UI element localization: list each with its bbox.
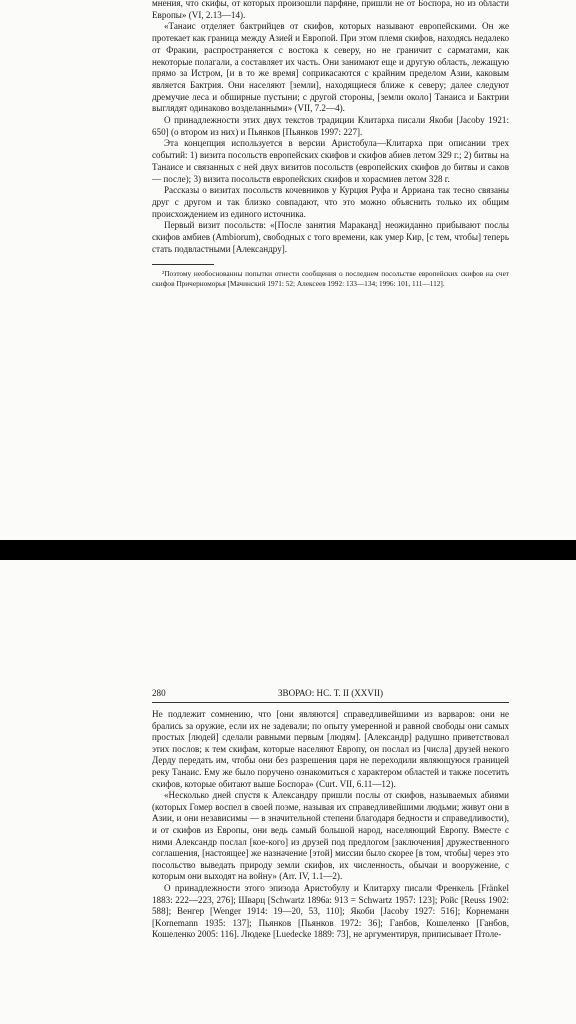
paragraph-attribution: О принадлежности этого эпизода Аристобулу и Клитарху писали Френкель [Fränkel 1883: 222—223, 276]; Шварц [Schwartz 1896a: 913 = Schwartz 1957: 123]; Ройс [Reuss 1902: 588]; Венгер [Wenger 1914: 19—20, 53, 110]; Якоби [Jacoby 1927: 516]; Корнеманн [Kornemann 1935: 137]; Пьянков [Пьянков 1972: 36]; Ганбов, Кошеленко [Ганбов, Кошеленко 2005: 116]. Людеке [Luedecke 1889: 73], не аргументируя, приписывает Птоле- (152, 882, 509, 940)
page-divider (0, 540, 576, 560)
paragraph-tanais-quote: «Танаис отделяет бактрийцев от скифов, которых называют европейскими. Он же протекает как граница между Азией и Европой. При этом племя скифов, находясь недалеко от Фракии, распространяется с востока к северу, но не граничит с сарматами, как некоторые полагали, а составляет их часть. Они занимают еще и другую область, лежащую прямо за Истром, [и в то же время] соприкасаются с крайним пределом Азии, каковым является Бактрия. Они населяют [земли], находящиеся ближе к северу; далее следуют дремучие леса и обширные пустыни; с другой стороны, [земли около] Танаиса и Бактрии выглядят одинаково возделанными» (VII, 7.2—4). (152, 21, 509, 114)
upper-text-column (152, 0, 509, 288)
lower-text-column (152, 688, 509, 941)
paragraph-continuation: мнения, что скифы, от которых произошли парфяне, пришли не от Боспора, но из области Европы» (VI, 2.13—14). (152, 0, 509, 20)
footnote-rule (152, 264, 214, 265)
paragraph-arrian-quote: «Несколько дней спустя к Александру пришли послы от скифов, называемых абиями (которых Гомер воспел в своей поэме, называя их справедливейшими людьми; живут они в Азии, и они независимы — в значительной степени благодаря бедности и справедливости), и от скифов из Европы, они ведь самый большой народ, населяющий Европу. Вместе с ними Александр послал [кое-кого] из друзей под предлогом [заключения] дружественного соглашения, [настоящее] же назначение [этой] миссии было скорее [в том, чтобы] через это посольство выведать природу земли скифов, их численность, обычаи и вооружение, с которым они выходят на войну» (Arr. IV, 1.1—2). (152, 790, 509, 882)
paragraph-concept: Эта концепция используется в версии Аристобула—Клитарха при описании трех событий: 1) визита посольств европейских скифов и скифов абиев летом 329 г.; 2) битвы на Танаисе и связанных с ней двух визитов посольств (европейских скифов до битвы и саков — после); 3) визита посольств европейских скифов и хорасмиев летом 328 г. (152, 138, 509, 184)
paragraph-first-visit: Первый визит посольств: «[После занятия Мараканд] неожиданно прибывают послы скифов амбиев (Ambiorum), свободных с того времени, как умер Кир, [с тем, чтобы] теперь стать подвластными [Александру]. (152, 220, 509, 254)
paragraph-stories: Рассказы о визитах посольств кочевников у Курция Руфа и Арриана так тесно связаны друг с другом и так близко совпадают, что это можно объяснить только их общим происхождением из единого источника. (152, 185, 509, 219)
footnote: ²Поэтому необоснованны попытки отнести сообщения о последнем посольстве европейских скифов на счет скифов Причерноморья [Мачинский 1971: 52; Алексеев 1992: 133—134; 1996: 101, 111—112]. (152, 269, 509, 288)
running-head (152, 688, 509, 703)
paragraph-cleitarchus: О принадлежности этих двух текстов традиции Клитарха писали Якоби [Jacoby 1921: 650] (о втором из них) и Пьянков [Пьянков 1997: 227]. (152, 115, 509, 137)
page-number: 280 (152, 688, 166, 698)
paragraph-just-barbarians: Не подлежит сомнению, что [они являются] справедливейшими из варваров: они не брались за оружие, если их не задевали; по опыту умеренной и равной свободы они самых простых [людей] сделали равными первым [людям]. [Александр] радушно приветствовал этих послов; к тем скифам, которые населяют Европу, он послал из [числа] друзей некого Дерду передать им, чтобы они без разрешения царя не переходили являющуюся границей реку Танаис. Ему же было поручено ознакомиться с характером областей и также посетить скифов, которые обитают выше Боспора» (Curt. VII, 6.11—12). (152, 709, 509, 789)
lower-page-scan (0, 560, 576, 1024)
running-title: ЗВОРАО: НС. Т. II (XXVII) (277, 688, 384, 698)
